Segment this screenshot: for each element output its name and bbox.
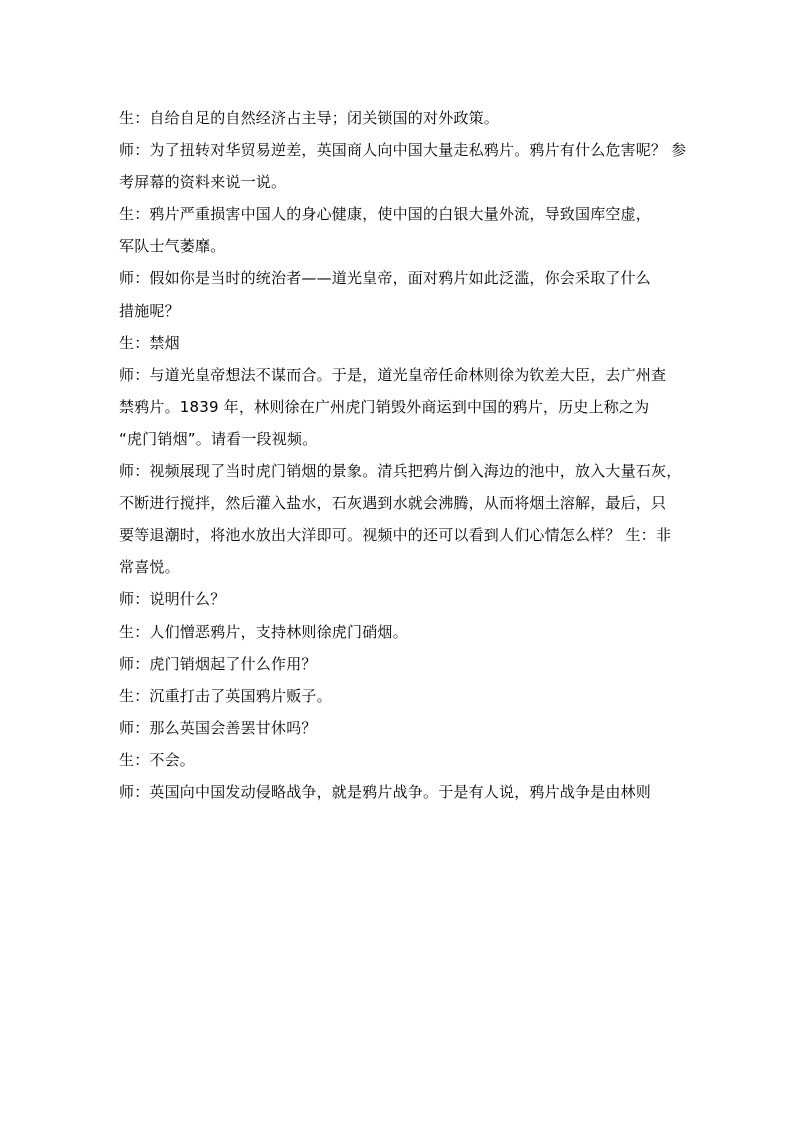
text-line: 师：假如你是当时的统治者——道光皇帝，面对鸦片如此泛滥，你会采取了什么 (119, 269, 652, 288)
text-line: 师：那么英国会善罢甘休吗？ (119, 718, 317, 737)
text-line: 常喜悦。 (119, 558, 180, 577)
text-line: 要等退潮时，将池水放出大洋即可。视频中的还可以看到人们心情怎么样？ 生：非 (119, 526, 672, 545)
text-line: 师：虎门销烟起了什么作用？ (119, 654, 317, 673)
text-line: 师：为了扭转对华贸易逆差，英国商人向中国大量走私鸦片。鸦片有什么危害呢？ 参 (119, 141, 687, 160)
text-line: 师：视频展现了当时虎门销烟的景象。清兵把鸦片倒入海边的池中，放入大量石灰， (119, 462, 682, 481)
text-line: 生：人们憎恶鸦片，支持林则徐虎门硝烟。 (119, 622, 408, 641)
text-line: 措施呢？ (119, 301, 180, 320)
text-line: 考屏幕的资料来说一说。 (119, 173, 287, 192)
text-line: 生：禁烟 (119, 333, 180, 352)
text-line: 禁鸦片。1839 年，林则徐在广州虎门销毁外商运到中国的鸦片，历史上称之为 (119, 397, 650, 416)
document-body (119, 102, 689, 808)
text-line: 生：沉重打击了英国鸦片贩子。 (119, 686, 332, 705)
text-line: 不断进行搅拌，然后灌入盐水，石灰遇到水就会沸腾，从而将烟土溶解，最后，只 (119, 494, 667, 513)
text-line: 师：英国向中国发动侵略战争，就是鸦片战争。于是有人说，鸦片战争是由林则 (119, 782, 652, 801)
text-line: 师：说明什么？ (119, 590, 226, 609)
text-line: 生：自给自足的自然经济占主导；闭关锁国的对外政策。 (119, 109, 500, 127)
text-line: 生：不会。 (119, 750, 196, 769)
text-line: “虎门销烟”。请看一段视频。 (119, 429, 318, 448)
text-line: 师：与道光皇帝想法不谋而合。于是，道光皇帝任命林则徐为钦差大臣，去广州查 (119, 365, 667, 384)
text-line: 军队士气萎靡。 (119, 237, 226, 256)
text-line: 生：鸦片严重损害中国人的身心健康，使中国的白银大量外流，导致国库空虚， (119, 205, 652, 224)
